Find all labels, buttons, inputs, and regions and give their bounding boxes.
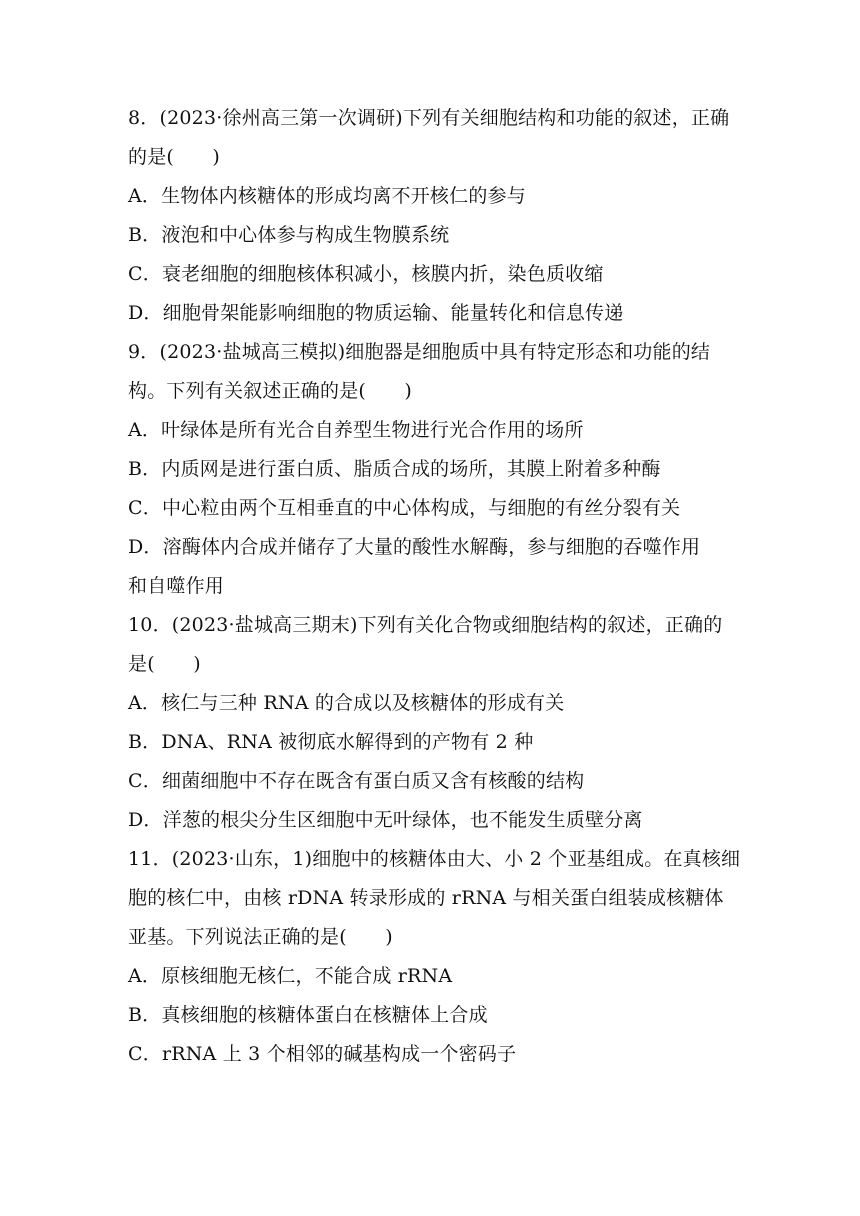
option-d-continued: 和自噬作用	[128, 575, 225, 597]
question-stem-line: 胞的核仁中，由核 rDNA 转录形成的 rRNA 与相关蛋白组装成核糖体	[128, 887, 724, 909]
option-d: D．细胞骨架能影响细胞的物质运输、能量转化和信息传递	[128, 302, 624, 324]
option-a: A．生物体内核糖体的形成均离不开核仁的参与	[128, 185, 526, 207]
question-stem-line: 8．(2023·徐州高三第一次调研)下列有关细胞结构和功能的叙述，正确	[128, 107, 730, 129]
question-stem-line: 构。下列有关叙述正确的是( )	[128, 380, 413, 402]
option-b: B．液泡和中心体参与构成生物膜系统	[128, 224, 450, 246]
option-d: D．溶酶体内合成并储存了大量的酸性水解酶，参与细胞的吞噬作用	[128, 536, 701, 558]
option-c: C．细菌细胞中不存在既含有蛋白质又含有核酸的结构	[128, 770, 585, 792]
option-c: C．衰老细胞的细胞核体积减小，核膜内折，染色质收缩	[128, 263, 604, 285]
option-b: B．DNA、RNA 被彻底水解得到的产物有 2 种	[128, 731, 534, 753]
option-a: A．叶绿体是所有光合自养型生物进行光合作用的场所	[128, 419, 584, 441]
document-page	[128, 99, 741, 1074]
question-stem-line: 11．(2023·山东，1)细胞中的核糖体由大、小 2 个亚基组成。在真核细	[128, 848, 741, 870]
option-c: C．rRNA 上 3 个相邻的碱基构成一个密码子	[128, 1043, 517, 1065]
question-stem-line: 是( )	[128, 653, 201, 675]
question-stem-line: 的是( )	[128, 146, 221, 168]
question-9	[128, 333, 738, 606]
option-a: A．核仁与三种 RNA 的合成以及核糖体的形成有关	[128, 692, 565, 714]
question-10	[128, 606, 738, 840]
question-11	[128, 840, 741, 1074]
option-b: B．真核细胞的核糖体蛋白在核糖体上合成	[128, 1004, 488, 1026]
question-stem-line: 10．(2023·盐城高三期末)下列有关化合物或细胞结构的叙述，正确的	[128, 614, 723, 636]
option-c: C．中心粒由两个互相垂直的中心体构成，与细胞的有丝分裂有关	[128, 497, 681, 519]
option-a: A．原核细胞无核仁，不能合成 rRNA	[128, 965, 453, 987]
option-d: D．洋葱的根尖分生区细胞中无叶绿体，也不能发生质壁分离	[128, 809, 643, 831]
question-stem-line: 9．(2023·盐城高三模拟)细胞器是细胞质中具有特定形态和功能的结	[128, 341, 711, 363]
option-b: B．内质网是进行蛋白质、脂质合成的场所，其膜上附着多种酶	[128, 458, 661, 480]
question-stem-line: 亚基。下列说法正确的是( )	[128, 926, 393, 948]
question-8	[128, 99, 738, 333]
